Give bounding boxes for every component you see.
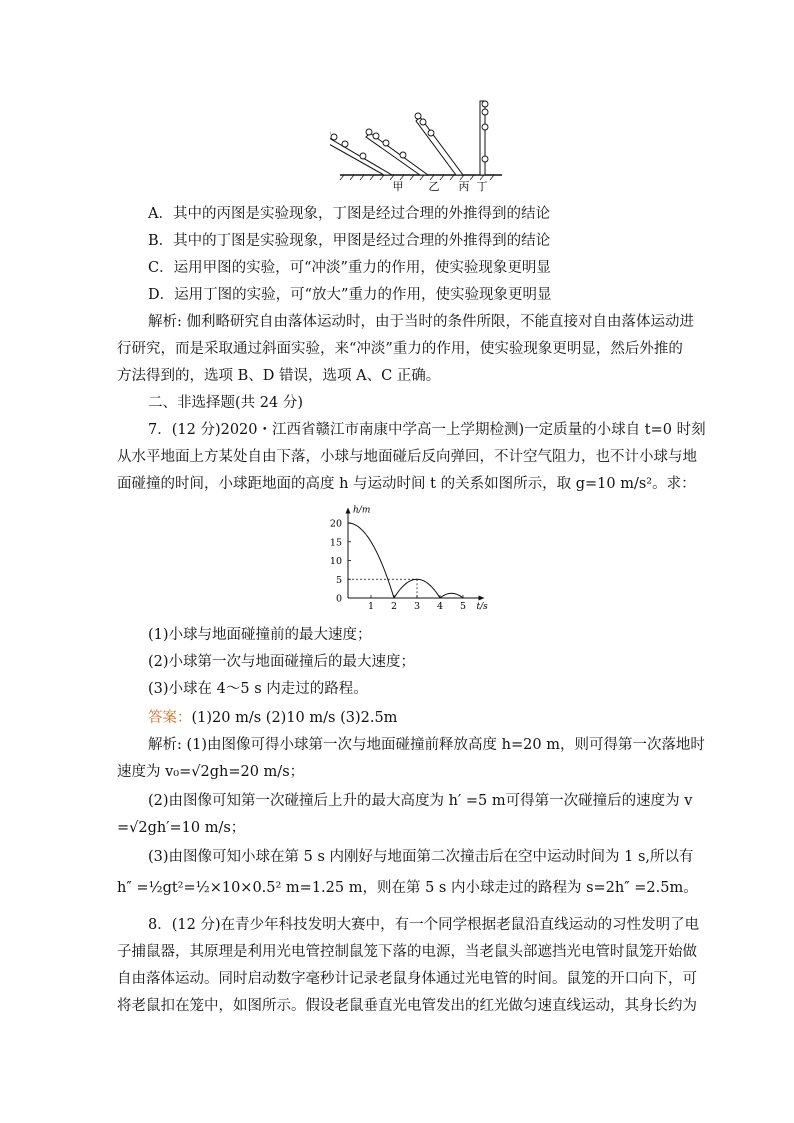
q7-analysis-5: (3)由图像可知小球在第 5 s 内刚好与地面第二次撞击后在空中运动时间为 1 s,所以有: [148, 849, 694, 865]
ground-hatch: [340, 175, 494, 180]
y-tick-label: 20: [329, 518, 342, 530]
y-tick-label: 5: [335, 574, 342, 586]
y-tick-label: 0: [335, 593, 342, 605]
q7-analysis-6: h″ =½gt²=½×10×0.5² m=1.25 m，则在第 5 s 内小球走过的路程为 s=2h″ =2.5m。: [117, 880, 698, 896]
x-axis-label: t/s: [476, 602, 488, 612]
series-curve-3: [440, 593, 463, 598]
q7-analysis-2: 速度为 v₀=√2gh=20 m/s；: [117, 764, 305, 780]
q7-answer: [148, 708, 397, 728]
x-axis-arrow: [479, 596, 485, 601]
x-tick-label: 1: [367, 601, 375, 612]
q7-sub-3: (3)小球在 4～5 s 内走过的路程。: [148, 681, 368, 697]
option-c: C．运用甲图的实验，可“冲淡”重力的作用，使实验现象更明显: [148, 260, 551, 276]
label-jia: 甲: [392, 180, 404, 193]
galileo-incline-figure: [330, 95, 510, 195]
q8-line-1: 8．(12 分)在青少年科技发明大赛中，有一个同学根据老鼠沿直线运动的习性发明了电: [148, 917, 700, 933]
incline-bing: [415, 113, 463, 175]
x-tick-label: 2: [390, 601, 398, 612]
q8-line-4: 将老鼠扣在笼中，如图所示。假设老鼠垂直光电管发出的红光做匀速直线运动，其身长约为: [117, 998, 697, 1014]
analysis-6-line-3: 方法得到的，选项 B、D 错误，选项 A、C 正确。: [117, 368, 441, 384]
analysis-6-line-1: 解析: 伽利略研究自由落体运动时，由于当时的条件所限，不能直接对自由落体运动进: [148, 314, 694, 330]
option-b: B．其中的丁图是实验现象，甲图是经过合理的外推得到的结论: [148, 233, 551, 249]
q7-sub-1: (1)小球与地面碰撞前的最大速度；: [148, 627, 372, 643]
analysis-6-line-2: 行研究，而是采取通过斜面实验，来“冲淡”重力的作用，使实验现象更明显，然后外推的: [117, 341, 683, 357]
x-tick-label: 4: [436, 601, 444, 612]
height-time-chart: [318, 505, 508, 615]
label-yi: 乙: [428, 180, 440, 193]
series-curve-1: [348, 523, 394, 598]
q7-analysis-1: 解析: (1)由图像可得小球第一次与地面碰撞前释放高度 h=20 m，则可得第一次落地时: [148, 737, 705, 753]
y-tick-label: 10: [329, 556, 342, 567]
q8-line-2: 子捕鼠器，其原理是利用光电管控制鼠笼下落的电源，当老鼠头部遮挡光电管时鼠笼开始做: [117, 944, 697, 960]
y-axis-label: h/m: [353, 505, 371, 516]
answer-values: (1)20 m/s (2)10 m/s (3)2.5m: [191, 710, 398, 726]
q7-sub-2: (2)小球第一次与地面碰撞后的最大速度；: [148, 654, 416, 670]
label-ding: 丁: [476, 180, 488, 193]
x-tick-label: 3: [413, 601, 421, 612]
q7-line-2: 从水平地面上方某处自由下落，小球与地面碰后反向弹回，不计空气阻力，也不计小球与地: [117, 449, 697, 465]
y-axis-arrow: [346, 508, 351, 514]
answer-label: 答案：: [148, 710, 192, 726]
q7-line-1: 7．(12 分)2020・江西省赣江市南康中学高一上学期检测)一定质量的小球自 t=0 时刻: [148, 422, 706, 438]
q8-line-3: 自由落体运动。同时启动数字毫秒计记录老鼠身体通过光电管的时间。鼠笼的开口向下，可: [117, 971, 697, 987]
label-bing: 丙: [458, 180, 470, 193]
option-d: D．运用丁图的实验，可“放大”重力的作用，使实验现象更明显: [148, 287, 552, 303]
q7-analysis-3: (2)由图像可知第一次碰撞后上升的最大高度为 h′ =5 m可得第一次碰撞后的速度为 v: [148, 793, 693, 809]
q7-line-3: 面碰撞的时间，小球距地面的高度 h 与运动时间 t 的关系如图所示，取 g=10 m/s²。求：: [117, 476, 696, 492]
section-title: 二、非选择题(共 24 分): [148, 395, 303, 411]
option-a: A．其中的丙图是实验现象，丁图是经过合理的外推得到的结论: [148, 206, 550, 222]
y-tick-label: 15: [329, 537, 342, 549]
x-tick-label: 5: [459, 601, 467, 612]
incline-jia: [330, 130, 392, 175]
q7-analysis-4: =√2gh′=10 m/s；: [117, 820, 246, 836]
incline-ding: [480, 101, 488, 175]
